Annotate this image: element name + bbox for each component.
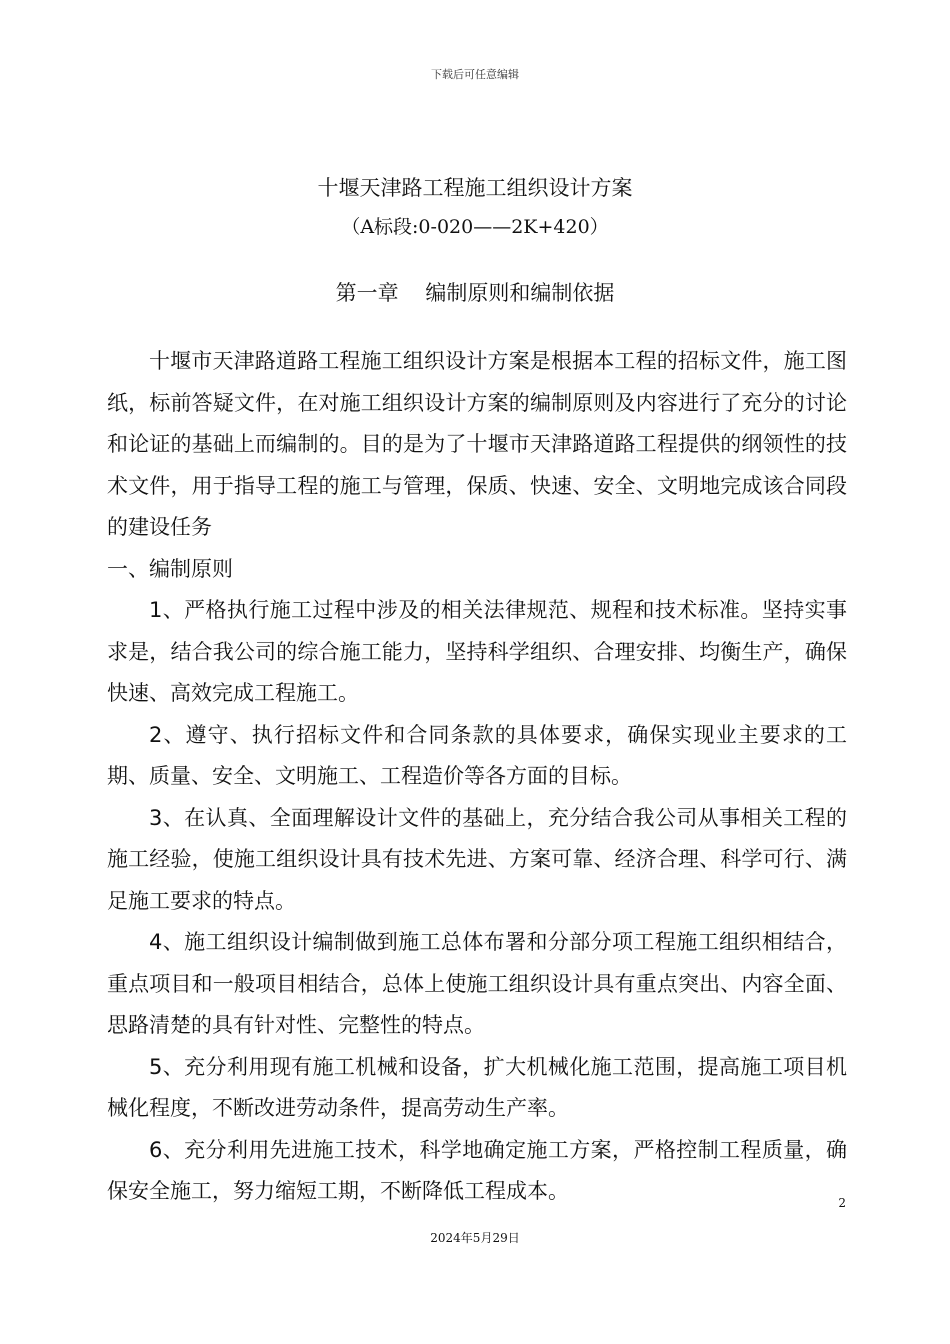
principle-paragraph-5: 5、充分利用现有施工机械和设备，扩大机械化施工范围，提高施工项目机械化程度，不断改进劳动条件，提高劳动生产率。	[107, 1054, 847, 1120]
chapter-title: 第一章 编制原则和编制依据	[335, 281, 615, 305]
header-note: 下载后可任意编辑	[431, 68, 519, 81]
principle-paragraph-4: 4、施工组织设计编制做到施工总体布署和分部分项工程施工组织相结合，重点项目和一般项目相结合，总体上使施工组织设计具有重点突出、内容全面、思路清楚的具有针对性、完整性的特点。	[107, 930, 847, 1037]
document-title: 十堰天津路工程施工组织设计方案	[317, 176, 633, 200]
intro-paragraph: 十堰市天津路道路工程施工组织设计方案是根据本工程的招标文件，施工图纸，标前答疑文件，在对施工组织设计方案的编制原则及内容进行了充分的讨论和论证的基础上而编制的。目的是为了十堰市天津路道路工程提供的纲领性的技术文件，用于指导工程的施工与管理，保质、快速、安全、文明地完成该合同段的建设任务	[107, 349, 847, 539]
principle-paragraph-2: 2、遵守、执行招标文件和合同条款的具体要求，确保实现业主要求的工期、质量、安全、文明施工、工程造价等各方面的目标。	[107, 722, 847, 788]
page-number: 2	[838, 1196, 846, 1210]
section-heading: 一、编制原则	[107, 556, 233, 581]
document-subtitle: （A标段:0-020——2K+420）	[341, 216, 609, 238]
principle-paragraph-3: 3、在认真、全面理解设计文件的基础上，充分结合我公司从事相关工程的施工经验，使施工组织设计具有技术先进、方案可靠、经济合理、科学可行、满足施工要求的特点。	[107, 805, 847, 913]
principle-paragraph-6: 6、充分利用先进施工技术，科学地确定施工方案，严格控制工程质量，确保安全施工，努力缩短工期，不断降低工程成本。	[107, 1137, 847, 1203]
footer-date: 2024年5月29日	[430, 1231, 520, 1245]
principle-paragraph-1: 1、严格执行施工过程中涉及的相关法律规范、规程和技术标准。坚持实事求是，结合我公司的综合施工能力，坚持科学组织、合理安排、均衡生产，确保快速、高效完成工程施工。	[107, 598, 847, 705]
document-body	[107, 341, 847, 1213]
